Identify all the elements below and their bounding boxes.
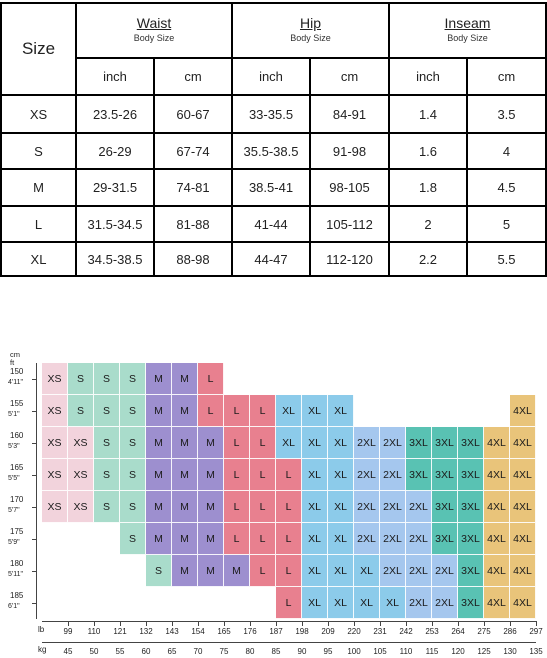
size-cell: XL bbox=[328, 523, 354, 555]
group-subtitle: Body Size bbox=[447, 33, 488, 43]
size-cell: M bbox=[198, 459, 224, 491]
size-cell: XL bbox=[328, 555, 354, 587]
size-cell: 2XL bbox=[380, 459, 406, 491]
weight-tick-mark bbox=[146, 621, 147, 626]
height-ft-tick: 5'7" bbox=[8, 507, 20, 514]
weight-lb-tick: 132 bbox=[139, 627, 153, 636]
size-cell: L bbox=[224, 427, 250, 459]
size-cell: M bbox=[146, 395, 172, 427]
weight-tick-mark bbox=[432, 621, 433, 626]
weight-kg-tick: 75 bbox=[219, 647, 229, 656]
height-tick-mark bbox=[32, 475, 37, 476]
weight-lb-tick: 121 bbox=[113, 627, 127, 636]
table-cell: 5 bbox=[502, 216, 511, 232]
size-cell: XL bbox=[302, 395, 328, 427]
size-cell: 3XL bbox=[432, 523, 458, 555]
weight-lb-tick: 110 bbox=[87, 627, 101, 636]
weight-tick-mark bbox=[354, 621, 355, 626]
weight-lb-tick: 198 bbox=[295, 627, 309, 636]
size-label: M bbox=[33, 180, 44, 195]
size-cell: S bbox=[120, 491, 146, 523]
weight-tick-mark bbox=[458, 621, 459, 626]
size-cell: XL bbox=[302, 587, 328, 619]
table-cell: 38.5-41 bbox=[248, 180, 294, 195]
size-label: S bbox=[34, 143, 43, 159]
size-cell: M bbox=[172, 395, 198, 427]
size-cell: 4XL bbox=[510, 555, 536, 587]
size-cell: 3XL bbox=[432, 491, 458, 523]
size-label: XL bbox=[30, 251, 47, 267]
size-cell: L bbox=[198, 395, 224, 427]
weight-kg-tick: 120 bbox=[451, 647, 465, 656]
size-label: L bbox=[34, 216, 43, 232]
size-cell: L bbox=[250, 427, 276, 459]
size-cell: S bbox=[146, 555, 172, 587]
size-cell: 2XL bbox=[406, 555, 432, 587]
size-cell: S bbox=[120, 395, 146, 427]
size-cell: 2XL bbox=[354, 459, 380, 491]
size-cell: 3XL bbox=[458, 427, 484, 459]
size-cell: 3XL bbox=[458, 555, 484, 587]
weight-kg-tick: 125 bbox=[477, 647, 491, 656]
weight-lb-tick: 242 bbox=[399, 627, 413, 636]
size-cell: L bbox=[224, 395, 250, 427]
size-cell: XS bbox=[42, 363, 68, 395]
weight-lb-tick: 220 bbox=[347, 627, 361, 636]
weight-kg-tick: 85 bbox=[271, 647, 281, 656]
size-cell: L bbox=[250, 395, 276, 427]
weight-tick-mark bbox=[536, 621, 537, 626]
height-unit-cm: cm bbox=[10, 350, 20, 359]
size-cell: 4XL bbox=[484, 459, 510, 491]
weight-tick-mark bbox=[198, 621, 199, 626]
size-cell: XL bbox=[302, 523, 328, 555]
size-cell: XS bbox=[42, 395, 68, 427]
weight-axis-line bbox=[42, 621, 536, 622]
weight-tick-mark bbox=[510, 621, 511, 626]
size-cell: S bbox=[68, 363, 94, 395]
size-cell: M bbox=[172, 555, 198, 587]
size-cell: S bbox=[120, 459, 146, 491]
table-cell: 81-88 bbox=[176, 216, 210, 232]
size-cell: S bbox=[120, 363, 146, 395]
size-cell: 2XL bbox=[354, 491, 380, 523]
size-table bbox=[0, 0, 547, 278]
size-cell: 4XL bbox=[484, 555, 510, 587]
size-cell: 4XL bbox=[484, 427, 510, 459]
weight-kg-tick: 105 bbox=[373, 647, 387, 656]
table-cell: 60-67 bbox=[176, 106, 210, 122]
size-cell: 2XL bbox=[354, 523, 380, 555]
height-cm-tick: 170 bbox=[10, 495, 24, 504]
weight-kg-tick: 100 bbox=[347, 647, 361, 656]
table-cell: 1.4 bbox=[418, 106, 438, 122]
weight-lb-tick: 209 bbox=[321, 627, 335, 636]
size-cell: XL bbox=[302, 427, 328, 459]
size-cell: S bbox=[94, 363, 120, 395]
size-cell: XL bbox=[354, 587, 380, 619]
size-cell: S bbox=[94, 459, 120, 491]
height-ft-tick: 5'11" bbox=[8, 571, 23, 578]
table-cell: 1.8 bbox=[418, 180, 438, 195]
size-cell: M bbox=[198, 491, 224, 523]
group-subtitle: Body Size bbox=[133, 33, 175, 43]
size-cell: L bbox=[250, 555, 276, 587]
size-chart bbox=[0, 345, 547, 658]
size-cell: 3XL bbox=[458, 523, 484, 555]
weight-kg-tick: 135 bbox=[529, 647, 543, 656]
group-subtitle: Body Size bbox=[290, 33, 331, 43]
weight-kg-tick: 115 bbox=[425, 647, 439, 656]
size-cell: XL bbox=[380, 587, 406, 619]
size-cell: L bbox=[250, 523, 276, 555]
size-cell: 2XL bbox=[406, 523, 432, 555]
size-cell: XL bbox=[302, 491, 328, 523]
height-axis-line bbox=[36, 363, 37, 619]
size-cell: 3XL bbox=[432, 427, 458, 459]
size-cell: M bbox=[198, 555, 224, 587]
size-cell: 4XL bbox=[484, 523, 510, 555]
weight-lb-tick: 231 bbox=[373, 627, 387, 636]
height-cm-tick: 165 bbox=[10, 463, 24, 472]
size-cell: L bbox=[224, 491, 250, 523]
size-cell: M bbox=[146, 427, 172, 459]
table-cell: 3.5 bbox=[497, 106, 516, 122]
height-ft-tick: 6'1" bbox=[8, 603, 20, 610]
weight-tick-mark bbox=[68, 621, 69, 626]
height-cm-tick: 150 bbox=[10, 367, 24, 376]
table-cell: 91-98 bbox=[332, 143, 367, 159]
size-cell: S bbox=[94, 395, 120, 427]
table-cell: 67-74 bbox=[176, 143, 210, 159]
size-cell: 2XL bbox=[432, 587, 458, 619]
size-cell: 2XL bbox=[380, 523, 406, 555]
weight-tick-mark bbox=[224, 621, 225, 626]
table-cell: 31.5-34.5 bbox=[87, 216, 143, 232]
size-cell: 2XL bbox=[406, 587, 432, 619]
weight-tick-mark bbox=[250, 621, 251, 626]
size-cell: 2XL bbox=[406, 491, 432, 523]
size-header: Size bbox=[21, 39, 56, 58]
size-cell: XL bbox=[276, 395, 302, 427]
weight-lb-tick: 165 bbox=[217, 627, 231, 636]
table-cell: 74-81 bbox=[176, 180, 210, 195]
size-cell: XL bbox=[328, 491, 354, 523]
weight-lb-tick: 187 bbox=[269, 627, 283, 636]
weight-lb-tick: 99 bbox=[63, 627, 73, 636]
size-cell: L bbox=[276, 491, 302, 523]
size-cell: L bbox=[198, 363, 224, 395]
weight-lb-tick: 253 bbox=[425, 627, 439, 636]
size-cell: M bbox=[172, 427, 198, 459]
weight-tick-mark bbox=[276, 621, 277, 626]
height-tick-mark bbox=[32, 379, 37, 380]
size-cell: XS bbox=[42, 427, 68, 459]
size-cell: L bbox=[250, 491, 276, 523]
size-cell: L bbox=[250, 459, 276, 491]
size-cell: XS bbox=[42, 459, 68, 491]
size-cell: 2XL bbox=[380, 427, 406, 459]
height-ft-tick: 4'11" bbox=[8, 379, 23, 386]
unit-header: inch bbox=[103, 69, 127, 84]
weight-lb-tick: 143 bbox=[165, 627, 179, 636]
size-cell: M bbox=[172, 363, 198, 395]
size-cell: 3XL bbox=[406, 459, 432, 491]
height-cm-tick: 160 bbox=[10, 431, 24, 440]
height-tick-mark bbox=[32, 603, 37, 604]
table-cell: 105-112 bbox=[326, 216, 373, 232]
height-ft-tick: 5'5" bbox=[8, 475, 20, 482]
group-header-waist bbox=[77, 14, 231, 44]
table-cell: 2 bbox=[424, 216, 432, 232]
weight-tick-mark bbox=[328, 621, 329, 626]
table-cell: 112-120 bbox=[326, 251, 373, 267]
height-ft-tick: 5'3" bbox=[8, 443, 20, 450]
weight-tick-mark bbox=[380, 621, 381, 626]
size-cell: 3XL bbox=[458, 587, 484, 619]
weight-tick-mark bbox=[94, 621, 95, 626]
size-cell: L bbox=[276, 523, 302, 555]
size-cell: L bbox=[224, 459, 250, 491]
size-cell: 4XL bbox=[510, 395, 536, 427]
size-cell: XL bbox=[302, 555, 328, 587]
size-cell: M bbox=[146, 363, 172, 395]
weight-kg-tick: 130 bbox=[503, 647, 517, 656]
weight-lb-tick: 176 bbox=[243, 627, 257, 636]
size-cell: 4XL bbox=[510, 523, 536, 555]
weight-lb-tick: 264 bbox=[451, 627, 465, 636]
group-header-inseam bbox=[390, 14, 545, 44]
weight-tick-mark bbox=[120, 621, 121, 626]
group-name: Waist bbox=[136, 15, 172, 31]
weight-unit-kg: kg bbox=[38, 645, 47, 654]
size-cell: L bbox=[224, 523, 250, 555]
height-ft-tick: 5'1" bbox=[8, 411, 20, 418]
size-cell: XS bbox=[42, 491, 68, 523]
table-cell: 84-91 bbox=[332, 106, 367, 122]
weight-lb-tick: 154 bbox=[191, 627, 205, 636]
size-cell: L bbox=[276, 459, 302, 491]
size-cell: 2XL bbox=[354, 427, 380, 459]
unit-header: inch bbox=[416, 69, 440, 84]
size-cell: M bbox=[172, 459, 198, 491]
table-cell: 88-98 bbox=[176, 251, 210, 267]
height-cm-tick: 175 bbox=[10, 527, 24, 536]
weight-tick-mark bbox=[406, 621, 407, 626]
height-unit-ft: ft bbox=[10, 358, 15, 367]
weight-lb-tick: 275 bbox=[477, 627, 491, 636]
size-cell: 3XL bbox=[458, 491, 484, 523]
weight-kg-tick: 65 bbox=[167, 647, 177, 656]
height-tick-mark bbox=[32, 411, 37, 412]
table-cell: 44-47 bbox=[254, 251, 288, 267]
size-cell: S bbox=[120, 427, 146, 459]
size-cell: 4XL bbox=[484, 491, 510, 523]
weight-tick-mark bbox=[302, 621, 303, 626]
size-cell: 4XL bbox=[510, 427, 536, 459]
size-cell: M bbox=[224, 555, 250, 587]
size-cell: 4XL bbox=[510, 491, 536, 523]
weight-kg-tick: 95 bbox=[323, 647, 333, 656]
weight-kg-tick: 70 bbox=[193, 647, 203, 656]
size-cell: 4XL bbox=[510, 459, 536, 491]
table-cell: 33-35.5 bbox=[248, 106, 294, 122]
size-cell: 3XL bbox=[432, 459, 458, 491]
size-cell: M bbox=[146, 459, 172, 491]
group-header-hip bbox=[233, 14, 388, 44]
height-tick-mark bbox=[32, 507, 37, 508]
size-cell: 3XL bbox=[458, 459, 484, 491]
size-cell: M bbox=[172, 523, 198, 555]
size-cell: L bbox=[276, 555, 302, 587]
kg-axis-line bbox=[42, 642, 536, 643]
weight-kg-tick: 60 bbox=[141, 647, 151, 656]
size-cell: S bbox=[94, 491, 120, 523]
height-cm-tick: 180 bbox=[10, 559, 24, 568]
table-cell: 4.5 bbox=[497, 180, 516, 195]
size-cell: XL bbox=[354, 555, 380, 587]
size-cell: M bbox=[198, 427, 224, 459]
size-cell: M bbox=[146, 523, 172, 555]
table-cell: 1.6 bbox=[418, 143, 438, 159]
weight-kg-tick: 90 bbox=[297, 647, 307, 656]
table-cell: 5.5 bbox=[497, 251, 516, 267]
size-cell: 4XL bbox=[484, 587, 510, 619]
size-cell: M bbox=[146, 491, 172, 523]
weight-kg-tick: 110 bbox=[399, 647, 413, 656]
group-name: Hip bbox=[299, 15, 321, 31]
unit-header: cm bbox=[340, 69, 359, 84]
weight-lb-tick: 297 bbox=[529, 627, 543, 636]
weight-kg-tick: 50 bbox=[89, 647, 99, 656]
height-tick-mark bbox=[32, 443, 37, 444]
size-cell: L bbox=[276, 587, 302, 619]
size-cell: 2XL bbox=[432, 555, 458, 587]
table-cell: 34.5-38.5 bbox=[87, 251, 143, 267]
table-cell: 23.5-26 bbox=[92, 106, 138, 122]
height-ft-tick: 5'9" bbox=[8, 539, 20, 546]
group-name: Inseam bbox=[444, 15, 491, 31]
table-rule bbox=[0, 2, 547, 4]
size-cell: XL bbox=[328, 427, 354, 459]
weight-unit-lb: lb bbox=[38, 625, 45, 634]
table-cell: 2.2 bbox=[418, 251, 438, 267]
size-cell: 3XL bbox=[406, 427, 432, 459]
unit-header: inch bbox=[259, 69, 283, 84]
size-cell: M bbox=[198, 523, 224, 555]
size-cell: XL bbox=[328, 587, 354, 619]
size-cell: 2XL bbox=[380, 491, 406, 523]
size-cell: XS bbox=[68, 459, 94, 491]
height-cm-tick: 185 bbox=[10, 591, 24, 600]
height-cm-tick: 155 bbox=[10, 399, 24, 408]
weight-kg-tick: 80 bbox=[245, 647, 255, 656]
size-cell: S bbox=[120, 523, 146, 555]
size-cell: 2XL bbox=[380, 555, 406, 587]
size-cell: S bbox=[94, 427, 120, 459]
unit-header: cm bbox=[497, 69, 516, 84]
table-rule bbox=[0, 275, 547, 277]
size-cell: S bbox=[68, 395, 94, 427]
table-cell: 98-105 bbox=[329, 180, 370, 195]
table-cell: 35.5-38.5 bbox=[243, 143, 299, 159]
table-cell: 4 bbox=[502, 143, 511, 159]
weight-tick-mark bbox=[172, 621, 173, 626]
size-cell: XL bbox=[328, 459, 354, 491]
height-tick-mark bbox=[32, 539, 37, 540]
size-cell: M bbox=[172, 491, 198, 523]
size-label: XS bbox=[29, 106, 48, 122]
size-cell: XL bbox=[328, 395, 354, 427]
size-cell: XS bbox=[68, 491, 94, 523]
unit-header: cm bbox=[184, 69, 202, 84]
weight-kg-tick: 45 bbox=[63, 647, 73, 656]
height-tick-mark bbox=[32, 571, 37, 572]
weight-kg-tick: 55 bbox=[115, 647, 125, 656]
size-cell: XL bbox=[276, 427, 302, 459]
size-cell: XS bbox=[68, 427, 94, 459]
table-cell: 41-44 bbox=[254, 216, 288, 232]
size-cell: 4XL bbox=[510, 587, 536, 619]
table-cell: 29-31.5 bbox=[92, 180, 138, 195]
weight-tick-mark bbox=[484, 621, 485, 626]
weight-lb-tick: 286 bbox=[503, 627, 517, 636]
table-cell: 26-29 bbox=[98, 143, 132, 159]
size-cell: XL bbox=[302, 459, 328, 491]
